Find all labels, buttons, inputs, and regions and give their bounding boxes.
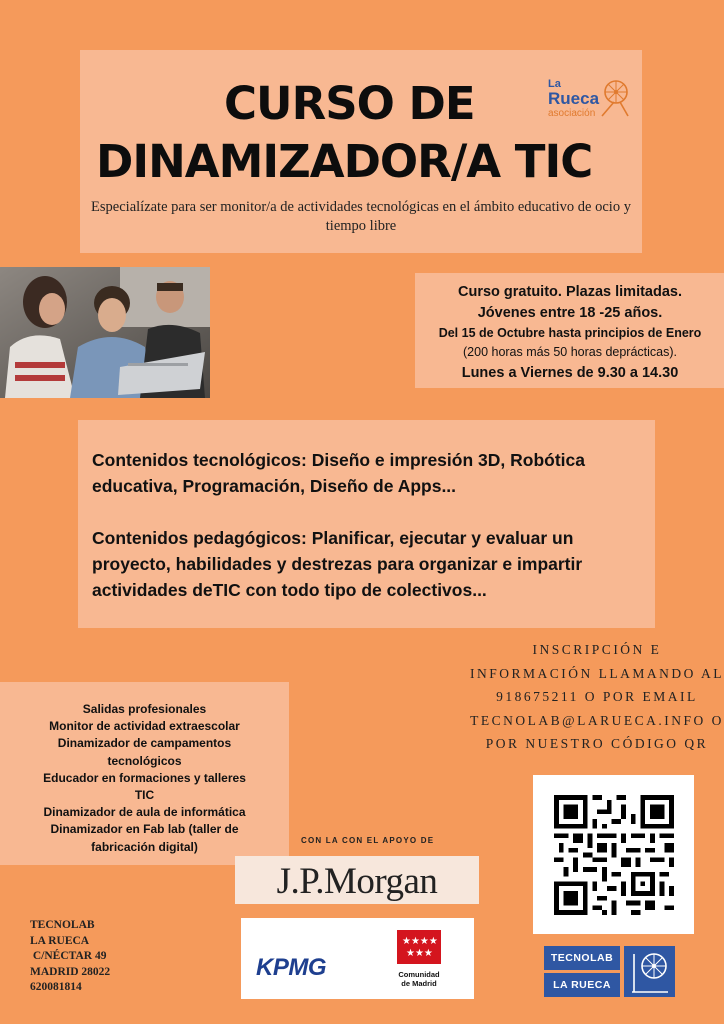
- salidas-item: Dinamizador en Fab lab (taller de: [50, 822, 239, 837]
- address-line: LA RUECA: [30, 934, 90, 947]
- info-dates: Del 15 de Octubre hasta principios de Enero: [438, 326, 702, 340]
- sponsor-logos: [241, 918, 474, 999]
- comunidad-madrid-line-2: de Madrid: [401, 979, 437, 988]
- logo-asociacion-text: asociación: [548, 108, 596, 119]
- career-outlets-panel: [0, 682, 289, 865]
- address-line: MADRID 28022: [30, 965, 111, 978]
- salidas-item: Monitor de actividad extraescolar: [49, 719, 240, 734]
- contents-pedagogical: Contenidos pedagógicos: Planificar, ejecutar y evaluar un proyecto, habilidades y destrezas para organizar e impartir actividades deTIC con todo tipo de colectivos...: [92, 528, 583, 600]
- inscription-info: INSCRIPCIÓN E INFORMACIÓN LLAMANDO AL 918675211 O POR EMAIL TECNOLAB@LARUECA.INFO O POR NUESTRO CÓDIGO QR: [470, 642, 724, 751]
- title-line-2: DINAMIZADOR/A TIC: [96, 135, 593, 188]
- kpmg-logo: KPMG: [256, 954, 326, 981]
- stars-icon: [397, 930, 441, 964]
- contents-technological: Contenidos tecnológicos: Diseño e impresión 3D, Robótica educativa, Programación, Diseño de Apps...: [92, 450, 585, 496]
- salidas-item: fabricación digital): [91, 839, 198, 854]
- qr-code-icon: [554, 795, 674, 915]
- wheel-icon: [624, 946, 675, 997]
- course-contents-panel: [78, 420, 655, 628]
- address-line: C/NÉCTAR 49: [30, 950, 107, 962]
- jpmorgan-text: J.P.Morgan: [276, 861, 438, 902]
- salidas-item: TIC: [134, 788, 155, 803]
- qr-code[interactable]: [533, 775, 694, 934]
- badge-larueca-text: LA RUECA: [544, 973, 620, 997]
- comunidad-madrid-line-1: Comunidad: [398, 970, 440, 979]
- students-photo: [0, 267, 210, 398]
- info-age-range: Jóvenes entre 18 -25 años.: [477, 305, 663, 321]
- spinning-wheel-icon: [594, 78, 630, 118]
- info-hours: (200 horas más 50 horas deprácticas).: [463, 345, 677, 359]
- salidas-item: tecnológicos: [107, 753, 182, 768]
- title-subtitle: Especialízate para ser monitor/a de actividades tecnológicas en el ámbito educativo de ocio y tiempo libre: [91, 199, 631, 234]
- salidas-item: Dinamizador de campamentos: [57, 736, 232, 751]
- logo-rueca-text: Rueca: [548, 89, 600, 108]
- address-block: [30, 918, 110, 996]
- address-line: TECNOLAB: [30, 919, 95, 931]
- badge-tecnolab-text: TECNOLAB: [544, 946, 620, 970]
- jpmorgan-logo: [235, 856, 479, 904]
- salidas-item: Educador en formaciones y talleres: [43, 770, 246, 785]
- title-line-1: CURSO DE: [224, 77, 475, 130]
- salidas-item: Dinamizador de aula de informática: [43, 805, 246, 820]
- title-panel: [80, 50, 642, 253]
- students-illustration: [0, 267, 210, 398]
- la-rueca-logo: [548, 78, 632, 124]
- tecnolab-badge: [544, 946, 675, 998]
- phone-number: 620081814: [30, 981, 82, 993]
- salidas-heading: Salidas profesionales: [82, 702, 207, 716]
- logo-la-text: La: [548, 78, 561, 90]
- sponsor-label: CON LA CON EL APOYO DE: [301, 836, 435, 845]
- course-info-panel: [415, 273, 724, 388]
- info-free-course: Curso gratuito. Plazas limitadas.: [458, 284, 682, 300]
- svg-text:★★★★: ★★★★: [402, 936, 438, 947]
- comunidad-madrid-flag-icon: [397, 930, 441, 964]
- spinning-wheel-badge-icon: [624, 946, 675, 997]
- svg-text:★★★: ★★★: [406, 948, 433, 959]
- info-schedule: Lunes a Viernes de 9.30 a 14.30: [461, 365, 679, 381]
